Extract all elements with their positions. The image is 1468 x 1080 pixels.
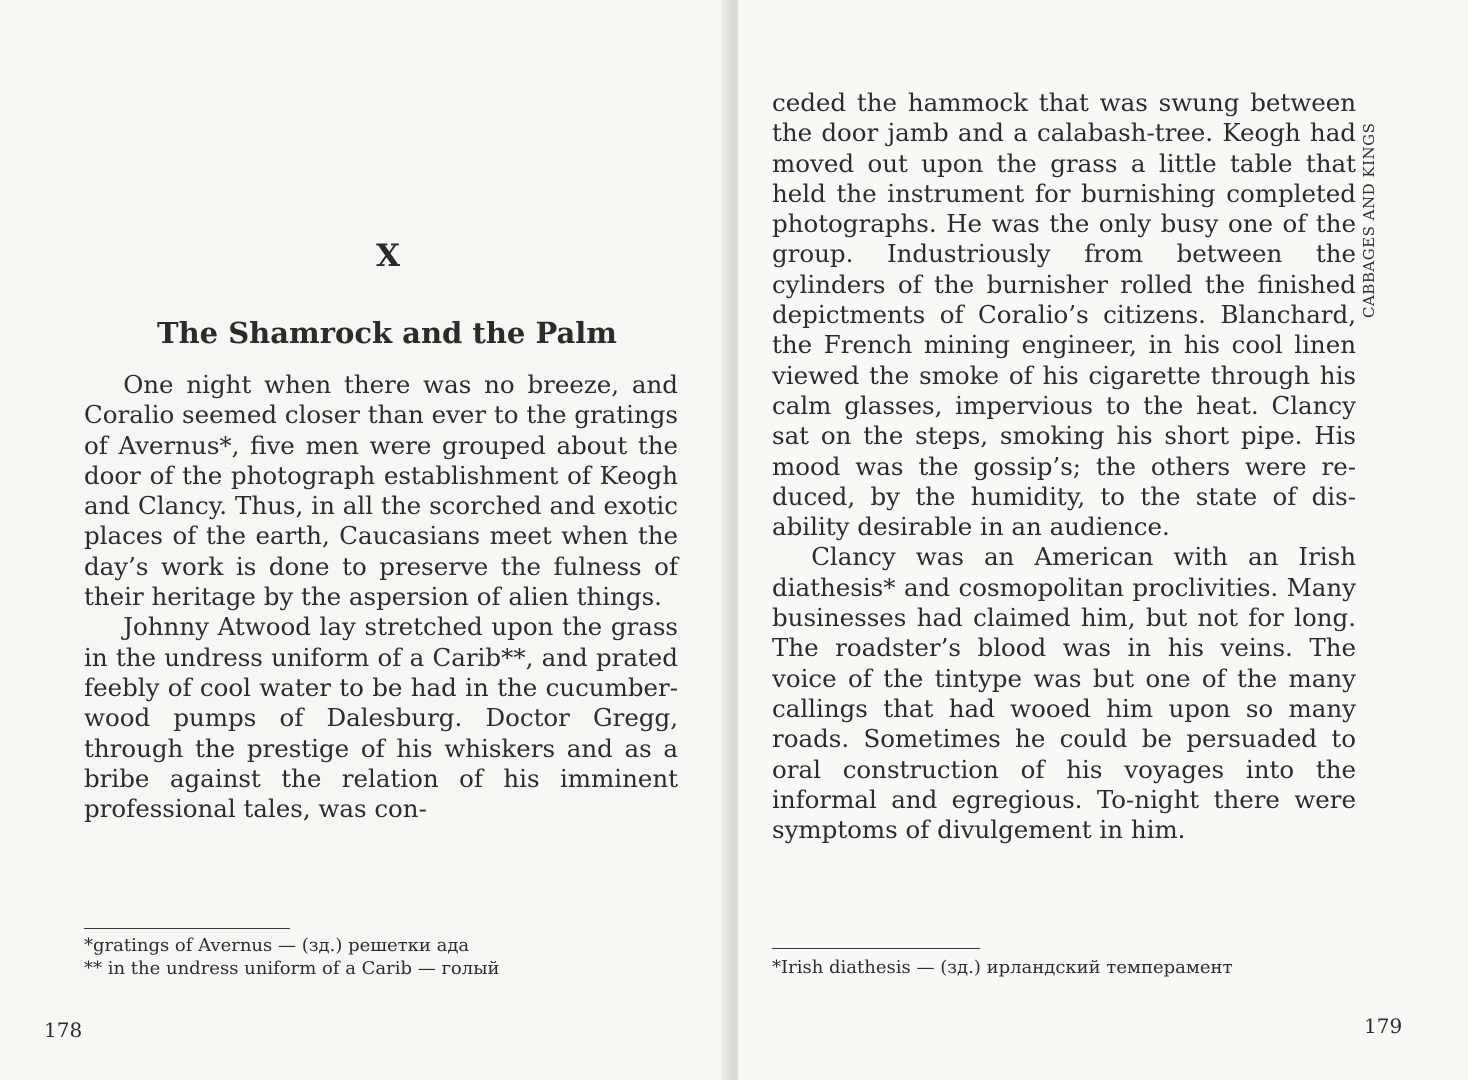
chapter-number: X (375, 238, 401, 274)
left-page (0, 0, 730, 1080)
paragraph: Clancy was an American with an Irish diathesis* and cosmopolitan proclivities. Many businesses had claimed him, but not for long. The roadster’s blood was in his veins. The voice of the tintype was but one of the many callings that had wooed him upon so many roads. Sometimes he could be persuaded to oral construction of his voyages into the informal and egregious. To-night there were symptoms of divulgement in him. (772, 542, 1356, 845)
footnote-divider (84, 928, 290, 929)
footnote-divider (772, 948, 980, 949)
footnote: *Irish diathesis — (зд.) ирландский темперамент (772, 957, 1233, 978)
chapter-title: The Shamrock and the Palm (157, 316, 617, 350)
right-text-column (772, 88, 1356, 845)
footnotes (84, 934, 684, 980)
left-text-column (84, 370, 678, 824)
footnote: *gratings of Avernus — (зд.) решетки ада (84, 935, 470, 956)
paragraph: ceded the hammock that was swung between the door jamb and a calabash-tree. Keogh had moved out upon the grass a little table that held the instrument for burnishing completed photographs. He was the only busy one of the group. Industriously from between the cylinders of the burnisher rolled the finished depictments of Coralio’s citizens. Blanchard, the French mining engineer, in his cool linen viewed the smoke of his cigarette through his calm glasses, impervious to the heat. Clancy sat on the steps, smoking his short pipe. His mood was the gossip’s; the others were reduced, by the humidity, to the state of disability desirable in an audience. (772, 88, 1356, 542)
paragraph: One night when there was no breeze, and Coralio seemed closer than ever to the gratings of Avernus*, five men were grouped about the door of the photograph establishment of Keogh and Clancy. Thus, in all the scorched and exotic places of the earth, Caucasians meet when the day’s work is done to preserve the fulness of their heritage by the aspersion of alien things. (84, 370, 678, 612)
running-head: CABBAGES AND KINGS (1360, 122, 1378, 318)
page-number: 179 (1364, 1014, 1403, 1038)
page-number: 178 (44, 1018, 83, 1042)
footnotes (772, 956, 1372, 979)
footnote: ** in the undress uniform of a Carib — голый (84, 958, 500, 979)
paragraph: Johnny Atwood lay stretched upon the grass in the undress uniform of a Carib**, and prated feebly of cool water to be had in the cucumber-wood pumps of Dalesburg. Doctor Gregg, through the prestige of his whiskers and as a bribe against the relation of his imminent professional tales, was con- (84, 612, 678, 824)
